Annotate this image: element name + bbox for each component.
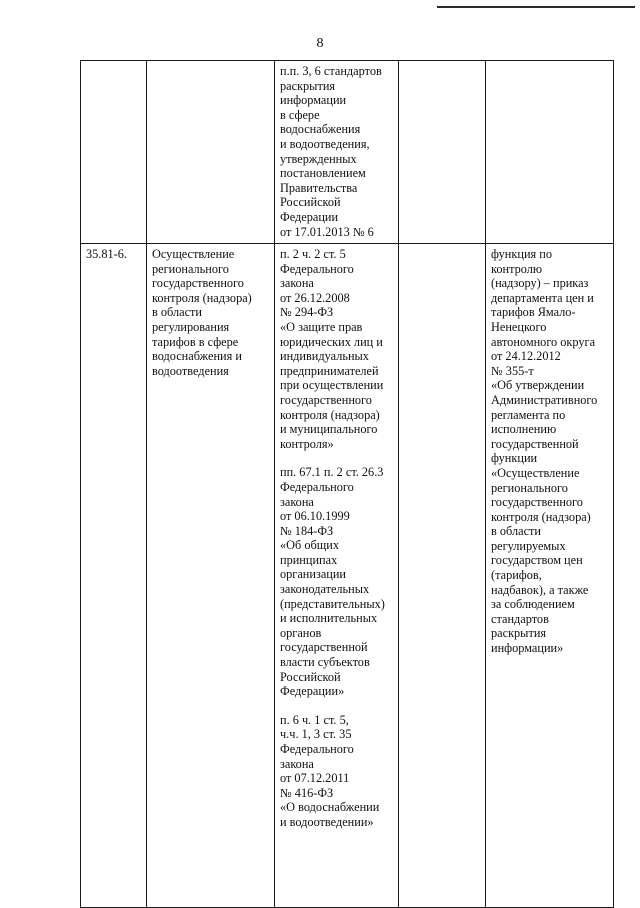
legal-basis-paragraph: п. 6 ч. 1 ст. 5, ч.ч. 1, 3 ст. 35 Федерального закона от 07.12.2011 № 416-ФЗ «О водоснабжении и водоотведении»: [280, 712, 380, 829]
legal-basis-cell: [275, 61, 399, 244]
table-row: [81, 61, 614, 244]
functions-table: [80, 60, 614, 908]
regulation-act-cell: функция по контролю (надзору) – приказ департамента цен и тарифов Ямало- Ненецкого автономного округа от 24.12.2012 № 355-т «Об утверждении Административного регламента по исполнению государственной функции «Осуществление регионального государственного контроля (надзора) в области регулируемых государством цен (тарифов, надбавок), а также за соблюдением стандартов раскрытия информации»: [486, 244, 614, 908]
row-number-cell: [81, 61, 147, 244]
page-number: 8: [316, 36, 324, 51]
function-name-cell: [147, 61, 275, 244]
table-row: [81, 244, 614, 908]
function-name-cell: Осуществление регионального государственного контроля (надзора) в области регулирования тарифов в сфере водоснабжения и водоотведения: [147, 244, 275, 908]
legal-basis-paragraph: п.п. 3, 6 стандартов раскрытия информации в сфере водоснабжения и водоотведения, утвержденных постановлением Правительства Российской Федерации от 17.01.2013 № 6: [280, 64, 382, 239]
header-rule: [437, 6, 635, 8]
empty-cell: [399, 244, 486, 908]
legal-basis-paragraph: пп. 67.1 п. 2 ст. 26.3 Федерального закона от 06.10.1999 № 184-ФЗ «Об общих принципах организации законодательных (представительных) и исполнительных органов государственной власти субъектов Российской Федерации»: [280, 465, 385, 699]
legal-basis-cell: [275, 244, 399, 908]
row-number-cell: 35.81-6.: [81, 244, 147, 908]
empty-cell: [399, 61, 486, 244]
legal-basis-paragraph: п. 2 ч. 2 ст. 5 Федерального закона от 26.12.2008 № 294-ФЗ «О защите прав юридических лиц и индивидуальных предпринимателей при осуществлении государственного контроля (надзора) и муниципального контроля»: [280, 247, 384, 451]
regulation-act-cell: [486, 61, 614, 244]
